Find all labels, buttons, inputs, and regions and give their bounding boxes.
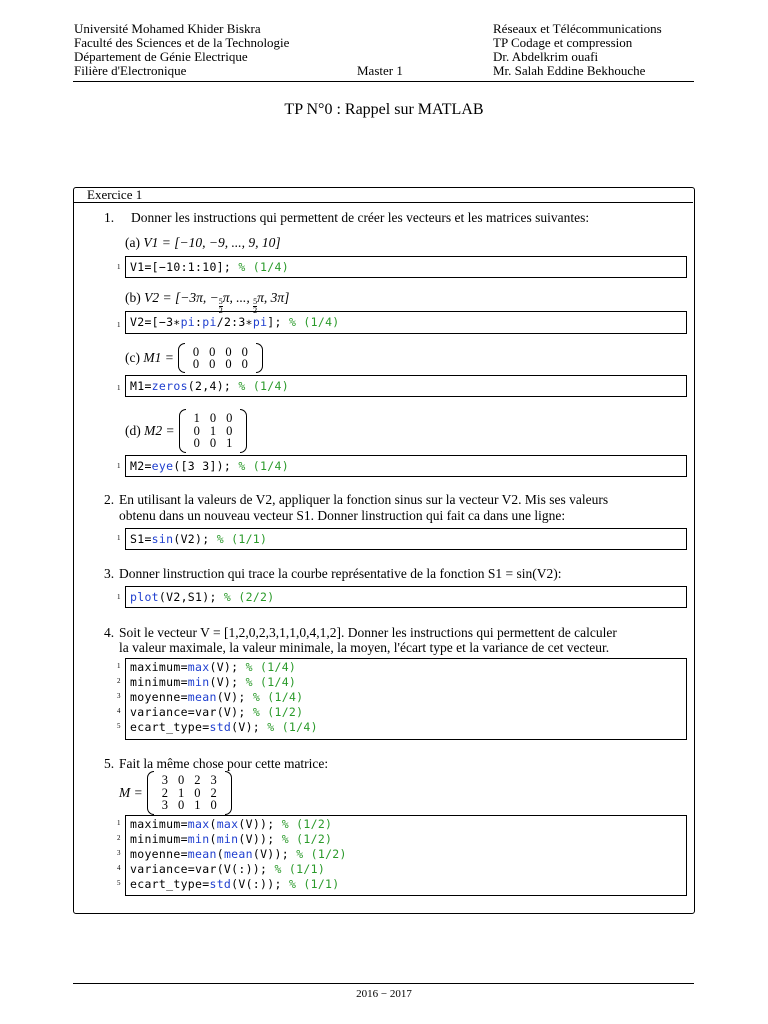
matrix-cell: 0 xyxy=(209,357,216,371)
line-number: 1 xyxy=(117,462,121,470)
code-block-q2 xyxy=(125,528,687,550)
matrix-cell: 0 xyxy=(192,357,200,371)
q4-line-2: la valeur maximale, la valeur minimale, la moyen, l'écart type et la variance de cet vecteur. xyxy=(119,640,610,655)
matrix-cell: 0 xyxy=(209,344,216,359)
matrix-cell: 0 xyxy=(241,344,248,359)
code-line: V1=[−10:1:10]; % (1/4) xyxy=(130,260,289,274)
code-comment: % (1/4) xyxy=(288,315,340,329)
code-comment: % (1/4) xyxy=(238,379,289,393)
q1b-math-end: π, 3π] xyxy=(257,290,290,305)
footer-years: 2016 − 2017 xyxy=(356,988,412,1000)
code-line: moyenne=mean(mean(V)); % (1/2) xyxy=(130,847,347,861)
q5-lhs: M = xyxy=(119,785,143,800)
matrix-m2 xyxy=(189,412,238,450)
matrix-cell: 0 xyxy=(177,798,185,813)
footer-rule xyxy=(73,983,694,984)
page-title: TP N°0 : Rappel sur MATLAB xyxy=(284,101,484,118)
code-comment: % (1/2) xyxy=(296,847,347,861)
level-label: Master 1 xyxy=(357,63,403,78)
q1b-math-pre: V2 = [−3π, − xyxy=(144,290,219,305)
header-right xyxy=(493,22,662,78)
line-number: 3 xyxy=(117,849,121,857)
matrix-cell: 3 xyxy=(161,773,168,788)
q1-text: Donner les instructions qui permettent de créer les vecteurs et les matrices suivantes: xyxy=(131,210,590,225)
header-rule xyxy=(73,81,694,82)
q1d-item xyxy=(125,409,247,453)
q1c-label: (c) xyxy=(125,350,140,365)
code-comment: % (1/2) xyxy=(281,832,333,846)
matrix-cell: 0 xyxy=(177,773,185,788)
line-number: 3 xyxy=(117,692,121,700)
q5-number: 5. xyxy=(104,756,115,771)
code-comment: % (1/4) xyxy=(252,690,304,704)
line-number: 1 xyxy=(117,593,121,601)
q1a-label: (a) xyxy=(125,235,140,250)
code-comment: % (2/2) xyxy=(223,590,275,604)
code-line: plot(V2,S1); % (2/2) xyxy=(130,590,275,604)
q2-number: 2. xyxy=(104,492,115,507)
code-line: M1=zeros(2,4); % (1/4) xyxy=(130,379,289,393)
department-name: Département de Génie Electrique xyxy=(74,49,248,64)
code-comment: % (1/4) xyxy=(245,660,297,674)
code-comment: % (1/2) xyxy=(281,817,333,831)
exercise-title: Exercice 1 xyxy=(87,187,143,202)
code-block-q4 xyxy=(125,658,687,740)
line-number: 2 xyxy=(117,677,121,685)
q1-number: 1. xyxy=(104,210,115,225)
q1d-lhs: M2 = xyxy=(144,423,175,438)
matrix-cell: 2 xyxy=(161,785,168,800)
line-number: 1 xyxy=(117,321,121,329)
matrix-cell: 1 xyxy=(226,436,233,451)
code-block-q1c xyxy=(125,375,687,397)
q2-line-2: obtenu dans un nouveau vecteur S1. Donner linstruction qui fait ca dans une ligne: xyxy=(119,508,566,523)
q5-matrix xyxy=(119,771,232,815)
code-block-q1d xyxy=(125,455,687,477)
q3-text: Donner linstruction qui trace la courbe représentative de la fonction S1 = sin(V2): xyxy=(119,566,562,581)
matrix-cell: 1 xyxy=(194,798,201,813)
code-line: M2=eye([3 3]); % (1/4) xyxy=(130,459,289,473)
code-block-q1b xyxy=(125,311,687,334)
code-comment: % (1/4) xyxy=(238,260,289,274)
matrix-cell: 0 xyxy=(225,344,232,359)
q1b-fraction-2: $\frac{5}{2}$ xyxy=(253,297,258,315)
q1c-lhs: M1 = xyxy=(143,350,174,365)
matrix-cell: 0 xyxy=(209,436,217,451)
q1a-item xyxy=(125,235,281,251)
q1a-math: V1 = [−10, −9, ..., 9, 10] xyxy=(143,235,281,250)
q5-text: Fait la même chose pour cette matrice: xyxy=(119,756,329,771)
code-line: moyenne=mean(V); % (1/4) xyxy=(130,690,304,704)
code-comment: % (1/4) xyxy=(267,720,318,734)
matrix-cell: 1 xyxy=(193,411,200,426)
line-number: 1 xyxy=(117,662,121,670)
line-number: 1 xyxy=(117,384,121,392)
matrix-cell: 3 xyxy=(210,773,217,788)
matrix-m1 xyxy=(188,346,253,371)
code-line: minimum=min(min(V)); % (1/2) xyxy=(130,832,333,846)
code-line: variance=var(V); % (1/2) xyxy=(130,705,304,719)
code-line: V2=[−3∗pi:pi/2:3∗pi]; % (1/4) xyxy=(130,315,340,329)
instructor-2: Mr. Salah Eddine Bekhouche xyxy=(493,63,646,78)
program-name: Filière d'Electronique xyxy=(74,63,187,78)
code-block-q5 xyxy=(125,815,687,896)
matrix-cell: 0 xyxy=(226,411,233,426)
code-comment: % (1/1) xyxy=(274,862,326,876)
line-number: 4 xyxy=(117,707,121,715)
q3-number: 3. xyxy=(104,566,115,581)
code-comment: % (1/1) xyxy=(216,532,268,546)
matrix-cell: 0 xyxy=(192,344,200,359)
q4-number: 4. xyxy=(104,625,115,640)
code-comment: % (1/4) xyxy=(238,459,289,473)
matrix-cell: 3 xyxy=(161,798,168,813)
matrix-cell: 0 xyxy=(241,357,248,371)
matrix-cell: 1 xyxy=(177,785,185,800)
matrix-cell: 0 xyxy=(226,423,233,438)
matrix-cell: 0 xyxy=(193,436,200,451)
line-number: 1 xyxy=(117,534,121,542)
code-comment: % (1/1) xyxy=(288,877,340,891)
code-line: ecart_type=std(V(:)); % (1/1) xyxy=(130,877,340,891)
code-line: minimum=min(V); % (1/4) xyxy=(130,675,297,689)
matrix-cell: 2 xyxy=(210,785,217,800)
code-comment: % (1/4) xyxy=(245,675,297,689)
line-number: 5 xyxy=(117,879,121,887)
matrix-cell: 2 xyxy=(194,773,201,788)
q2-line-1: En utilisant la valeurs de V2, appliquer la fonction sinus sur la vecteur V2. Mis ses valeurs xyxy=(119,492,609,507)
course-name: TP Codage et compression xyxy=(493,35,633,50)
q4-line-1: Soit le vecteur V = [1,2,0,2,3,1,1,0,4,1,2]. Donner les instructions qui permettent de calculer xyxy=(119,625,617,640)
matrix-cell: 0 xyxy=(210,798,217,813)
line-number: 2 xyxy=(117,834,121,842)
code-block-q3 xyxy=(125,586,687,608)
q1c-item xyxy=(125,343,263,373)
matrix-cell: 1 xyxy=(209,423,217,438)
matrix-cell: 0 xyxy=(193,423,200,438)
line-number: 1 xyxy=(117,819,121,827)
faculty-name: Faculté des Sciences et de la Technologie xyxy=(74,35,290,50)
code-line: ecart_type=std(V); % (1/4) xyxy=(130,720,318,734)
code-comment: % (1/2) xyxy=(252,705,304,719)
matrix-cell: 0 xyxy=(194,785,201,800)
exercise-header xyxy=(73,187,693,203)
code-block-q1a xyxy=(125,256,687,278)
line-number: 5 xyxy=(117,722,121,730)
instructor-1: Dr. Abdelkrim ouafi xyxy=(493,49,599,64)
q1d-label: (d) xyxy=(125,423,141,438)
code-line: maximum=max(V); % (1/4) xyxy=(130,660,297,674)
matrix-cell: 0 xyxy=(225,357,232,371)
university-name: Université Mohamed Khider Biskra xyxy=(74,21,261,36)
q1b-fraction: $\frac{5}{2}$ xyxy=(218,297,223,315)
specialty-name: Réseaux et Télécommunications xyxy=(493,21,662,36)
matrix-m xyxy=(157,774,222,812)
code-line: maximum=max(max(V)); % (1/2) xyxy=(130,817,333,831)
code-line: variance=var(V(:)); % (1/1) xyxy=(130,862,326,876)
q1b-math-post: π, ..., xyxy=(222,290,254,305)
line-number: 4 xyxy=(117,864,121,872)
header-left xyxy=(74,22,289,78)
line-number: 1 xyxy=(117,263,121,271)
q1b-label: (b) xyxy=(125,290,141,305)
matrix-cell: 0 xyxy=(209,411,217,426)
code-line: S1=sin(V2); % (1/1) xyxy=(130,532,268,546)
